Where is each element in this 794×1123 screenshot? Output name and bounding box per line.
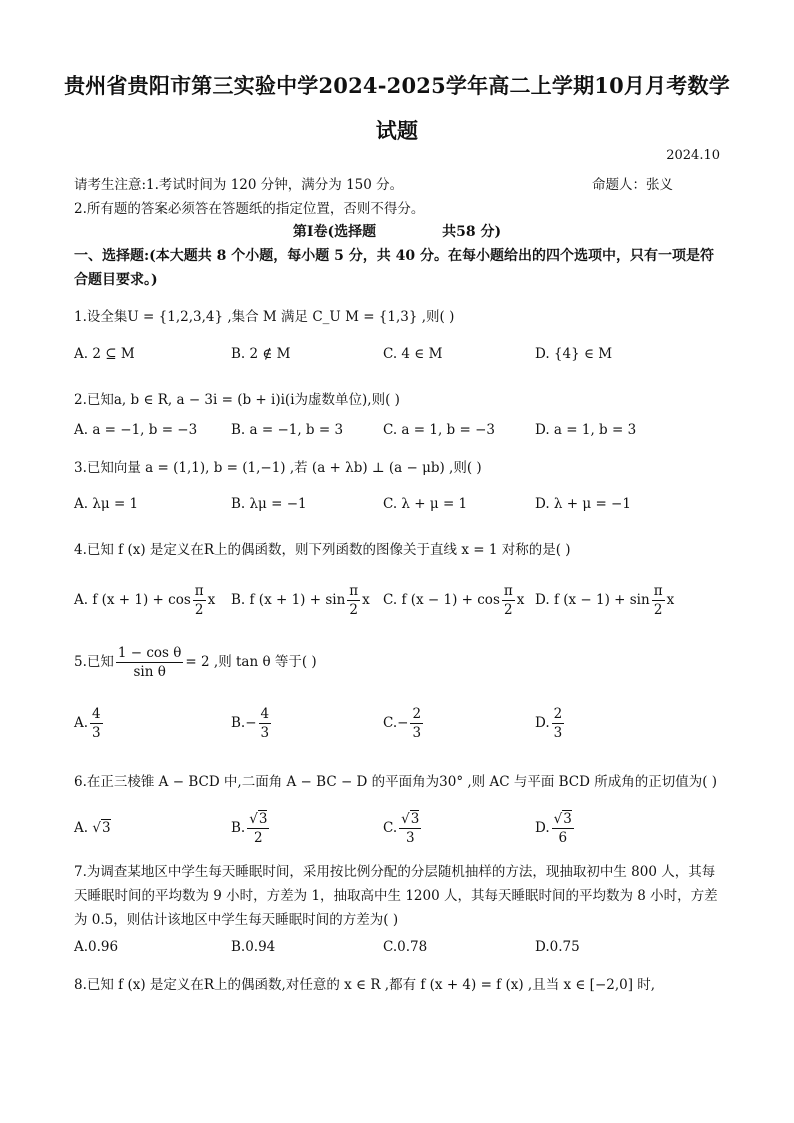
fraction-numerator: 2 <box>412 706 422 722</box>
question-2-option-c: C. a = 1, b = −3 <box>383 422 495 438</box>
question-1-option-d: D. {4} ∈ M <box>535 346 613 362</box>
fraction-numerator: √3 <box>401 811 420 827</box>
fraction-denominator: 3 <box>553 725 563 741</box>
fraction-numerator: √3 <box>249 811 268 827</box>
question-5-option-c <box>383 705 425 742</box>
question-4-option-c <box>383 582 524 619</box>
option-label: C. <box>383 592 398 608</box>
fraction-denominator: 2 <box>254 830 263 846</box>
question-1-option-a: A. 2 ⊆ M <box>74 346 135 362</box>
option-function: f (x + 1) + cos <box>92 592 191 608</box>
question-5-option-b <box>231 705 273 742</box>
notice-line-2: 2.所有题的答案必须答在答题纸的指定位置，否则不得分。 <box>74 201 425 217</box>
question-4-option-a <box>74 582 215 619</box>
option-tail: x <box>516 592 525 608</box>
question-7-option-d: D.0.75 <box>535 939 580 955</box>
question-prefix: 5.已知 <box>74 654 114 670</box>
section-intro: 一、选择题:(本大题共 8 个小题，每小题 5 分，共 40 分。在每小题给出的四个选项中，只有一项是符合题目要求。) <box>74 248 714 288</box>
fraction-numerator: 4 <box>92 706 101 722</box>
exam-date: 2024.10 <box>666 148 720 163</box>
fraction-denominator: 2 <box>194 602 204 618</box>
question-suffix: = 2 ,则 tan θ 等于( ) <box>185 654 317 670</box>
question-7-stem: 7.为调查某地区中学生每天睡眠时间，采用按比例分配的分层随机抽样的方法，现抽取初中生 800 人，其每天睡眠时间的平均数为 9 小时，方差为 1，抽取高中生 1200 人，其每天睡眠时间的平均数为 8 小时，方差为 0.5，则估计该地区中学生每天睡眠时间的方差为( ) <box>74 864 718 928</box>
pi-over-two-fraction <box>652 582 665 619</box>
pi-over-two-fraction <box>502 582 515 619</box>
option-label: A. <box>74 820 89 836</box>
fraction-denominator: 3 <box>405 830 415 846</box>
sqrt-radicand: 3 <box>101 820 111 836</box>
question-2-stem: 2.已知a, b ∈ R, a − 3i = (b + i)i(i为虚数单位),则( ) <box>74 392 400 408</box>
exam-title: 贵州省贵阳市第三实验中学2024-2025学年高二上学期10月月考数学 <box>64 73 730 98</box>
question-6-stem: 6.在正三棱锥 A − BCD 中,二面角 A − BC − D 的平面角为30° ,则 AC 与平面 BCD 所成角的正切值为( ) <box>74 774 718 790</box>
option-tail: x <box>362 592 370 608</box>
option-fraction <box>259 705 272 742</box>
fraction-numerator: 1 − cos θ <box>117 645 182 661</box>
fraction-denominator: 2 <box>349 602 359 618</box>
fraction-denominator: 3 <box>92 725 101 741</box>
option-label: D. <box>535 592 550 608</box>
question-2-option-b: B. a = −1, b = 3 <box>231 422 344 438</box>
question-5-fraction <box>116 644 184 681</box>
option-function: f (x + 1) + sin <box>249 592 346 608</box>
section-heading-right: 共58 分) <box>442 224 502 240</box>
option-fraction <box>552 810 574 847</box>
question-2-option-d: D. a = 1, b = 3 <box>535 422 637 438</box>
option-label: B. <box>231 592 246 608</box>
question-3-option-a: A. λμ = 1 <box>74 496 139 512</box>
question-3-stem: 3.已知向量 a = (1,1), b = (1,−1) ,若 (a + λb) ⊥ (a − μb) ,则( ) <box>74 460 482 476</box>
option-function: f (x − 1) + sin <box>553 592 650 608</box>
fraction-numerator: 2 <box>553 706 563 722</box>
option-label: B. <box>231 715 246 731</box>
question-3-option-c: C. λ + μ = 1 <box>383 496 468 512</box>
question-7-option-a: A.0.96 <box>74 939 119 955</box>
option-label: A. <box>74 715 89 731</box>
fraction-numerator: 4 <box>260 706 270 722</box>
fraction-denominator: sin θ <box>133 664 166 680</box>
fraction-denominator: 6 <box>558 830 568 846</box>
question-4-option-b <box>231 582 370 619</box>
question-1-option-c: C. 4 ∈ M <box>383 346 443 362</box>
option-label: D. <box>535 820 550 836</box>
pi-over-two-fraction <box>193 582 206 619</box>
option-fraction <box>247 810 269 847</box>
fraction-numerator: π <box>349 583 359 599</box>
question-1-stem: 1.设全集U = {1,2,3,4} ,集合 M 满足 C_U M = {1,3} ,则( ) <box>74 309 455 325</box>
exam-title-line2: 试题 <box>375 118 419 143</box>
question-8-stem: 8.已知 f (x) 是定义在R上的偶函数,对任意的 x ∈ R ,都有 f (x + 4) = f (x) ,且当 x ∈ [−2,0] 时, <box>74 977 656 993</box>
question-7-option-c: C.0.78 <box>383 939 428 955</box>
option-sign: − <box>245 715 257 731</box>
fraction-numerator: π <box>653 583 663 599</box>
question-6-option-b <box>231 810 271 847</box>
option-tail: x <box>666 592 675 608</box>
question-6-option-d <box>535 810 576 847</box>
question-3-option-b: B. λμ = −1 <box>231 496 307 512</box>
sqrt-radicand: 3 <box>563 811 572 827</box>
question-1-option-b: B. 2 ∉ M <box>231 346 291 362</box>
fraction-denominator: 2 <box>504 602 513 618</box>
fraction-numerator: π <box>503 583 513 599</box>
option-label: C. <box>383 715 398 731</box>
question-2-option-a: A. a = −1, b = −3 <box>74 422 198 438</box>
option-fraction <box>399 810 421 847</box>
question-5-option-d <box>535 705 566 742</box>
fraction-denominator: 2 <box>653 602 663 618</box>
sqrt-radicand: 3 <box>410 811 420 827</box>
option-tail: x <box>207 592 216 608</box>
option-function: f (x − 1) + cos <box>401 592 500 608</box>
notice-line-1: 请考生注意:1.考试时间为 120 分钟，满分为 150 分。 <box>74 177 404 193</box>
question-3-option-d: D. λ + μ = −1 <box>535 496 631 512</box>
author: 命题人：张义 <box>592 177 673 193</box>
fraction-numerator: √3 <box>553 811 572 827</box>
section-heading-left: 第Ⅰ卷(选择题 <box>292 224 377 240</box>
option-sign: − <box>397 715 409 731</box>
question-7-option-b: B.0.94 <box>231 939 276 955</box>
option-label: C. <box>383 820 398 836</box>
option-fraction <box>552 705 565 742</box>
fraction-numerator: π <box>194 583 204 599</box>
question-6-option-c <box>383 810 423 847</box>
option-fraction <box>90 705 103 742</box>
question-4-option-d <box>535 582 674 619</box>
question-4-stem: 4.已知 f (x) 是定义在R上的偶函数，则下列函数的图像关于直线 x = 1 对称的是( ) <box>74 542 571 558</box>
pi-over-two-fraction <box>347 582 360 619</box>
question-5-option-a <box>74 705 105 742</box>
option-label: D. <box>535 715 550 731</box>
question-5-stem <box>74 644 317 681</box>
question-6-option-a: A. √3 <box>74 820 111 836</box>
fraction-denominator: 3 <box>412 725 422 741</box>
section-heading <box>0 221 794 241</box>
sqrt-radicand: 3 <box>258 811 268 827</box>
option-fraction <box>410 705 423 742</box>
option-label: B. <box>231 820 246 836</box>
fraction-denominator: 3 <box>260 725 270 741</box>
option-label: A. <box>74 592 89 608</box>
